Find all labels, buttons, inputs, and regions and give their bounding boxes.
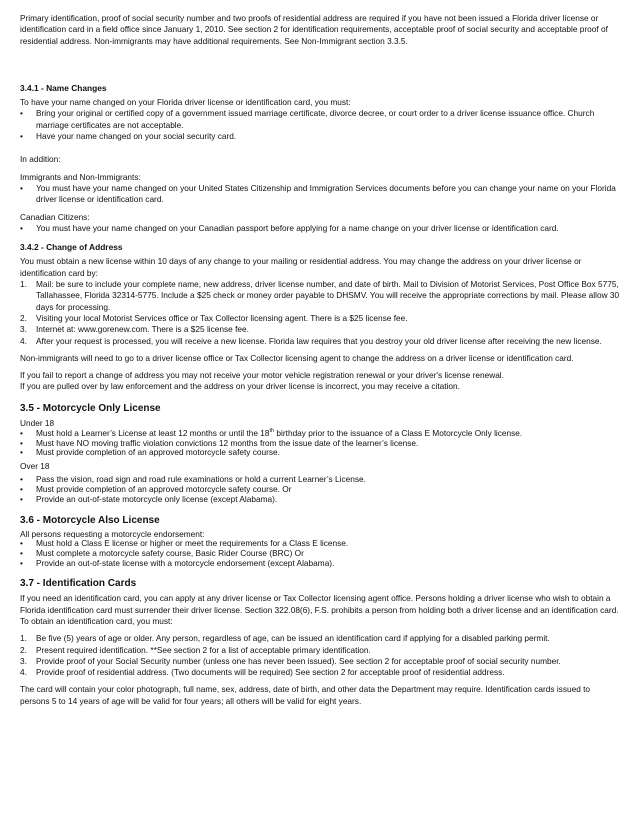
list-item: • Must have NO moving traffic violation convictions 12 months from the issue date of the learner’s license. [20,437,419,448]
list-item: • Must complete a motorcycle safety course, Basic Rider Course (BRC) Or [20,547,304,558]
list-item: • You must have your name changed on your Canadian passport before applying for a name change on your driver license or identification card. [20,222,559,233]
id-cards-closing: The card will contain your color photograph, full name, sex, address, date of birth, and other data the Department may require. Identification cards issued to persons 5 to 14 years of age will be valid for four years; all others will be valid for eight years. [20,684,591,706]
canadian-label: Canadian Citizens: [20,211,90,222]
motorcycle-only-heading: 3.5 - Motorcycle Only License [20,402,161,414]
id-cards-lead: If you need an identification card, you can apply at any driver license or Tax Collector licensing agent office. Persons holding a driver license who wish to obtain a Florida identification card must surrender their driver license. Section 322.08(6), F.S. prohibits a person from holding both a driver license and an identification card. To obtain an identification card, you must: [20,593,619,626]
fail-report-paragraph: If you fail to report a change of address you may not receive your motor vehicle registration renewal or your driver's license renewal. [20,370,504,381]
address-lead: You must obtain a new license within 10 days of any change to your mailing or residential address. You may change the address on your driver license or identification card by: [20,256,582,278]
name-changes-heading: 3.4.1 - Name Changes [20,82,107,93]
immigrants-label: Immigrants and Non-Immigrants: [20,171,141,182]
list-item: • You must have your name changed on your United States Citizenship and Immigration Services documents before you can change your name on your Florida driver license or identification card. [20,182,616,205]
list-item: 3. Provide proof of your Social Security number (unless one has never been issued). See section 2 for acceptable proof of social security number. [20,655,561,666]
list-item: 3. Internet at: www.gorenew.com. There is a $25 license fee. [20,324,249,335]
over-18-label: Over 18 [20,461,50,472]
list-item: • Have your name changed on your social security card. [20,131,237,142]
list-item: • Provide an out-of-state license with a motorcycle endorsement (except Alabama). [20,557,335,568]
pulled-over-paragraph: If you are pulled over by law enforcement and the address on your driver license is incorrect, you may receive a citation. [20,381,460,392]
list-item: 2. Present required identification. **See section 2 for a list of acceptable primary identification. [20,644,371,655]
list-item: • Must hold a Learner’s License at least 12 months or until the 18th birthday prior to the issuance of a Class E Motorcycle Only license. [20,428,523,439]
id-cards-list [20,633,620,678]
list-item: 4. After your request is processed, you will receive a new license. Florida law requires that you destroy your old driver license after receiving the new license. [20,335,602,346]
list-item: 1. Mail: be sure to include your complete name, new address, driver license number, and date of birth. Mail to Division of Motorist Services, Post Office Box 5775, Tallahassee, Florida 32314-5775. Include a $25 check or money order payable to DHSMV. You will receive the appropriate corrections by mail. Please allow 30 days for processing. [20,279,620,312]
list-item: • Pass the vision, road sign and road rule examinations or hold a current Learner’s License. [20,474,366,485]
name-changes-lead: To have your name changed on your Florida driver license or identification card, you must: [20,97,351,108]
name-changes-list [20,108,620,142]
immigrants-list [20,183,620,206]
nonimmigrants-paragraph: Non-immigrants will need to go to a driver license office or Tax Collector licensing agent to change the address on a driver license or identification card. [20,352,574,363]
document-page [20,13,620,707]
list-item: 1. Be five (5) years of age or older. Any person, regardless of age, can be issued an identification card if applying for a disabled parking permit. [20,633,550,644]
list-item: • Provide an out-of-state motorcycle only license (except Alabama). [20,493,278,504]
motorcycle-also-heading: 3.6 - Motorcycle Also License [20,514,160,526]
over-18-list [20,475,620,504]
address-list [20,279,620,347]
list-item: • Must hold a Class E license or higher or meet the requirements for a Class E license. [20,538,349,549]
id-cards-heading: 3.7 - Identification Cards [20,578,137,590]
under-18-label: Under 18 [20,417,55,428]
address-heading: 3.4.2 - Change of Address [20,242,123,253]
list-item: • Must provide completion of an approved motorcycle safety course. Or [20,484,292,495]
in-addition-label: In addition: [20,154,61,165]
list-item: 4. Provide proof of residential address. (Two documents will be required) See section 2 for acceptable proof of residential address. [20,667,505,678]
list-item: 2. Visiting your local Motorist Services office or Tax Collector licensing agent. There is a $25 license fee. [20,312,408,323]
list-item: • Bring your original or certified copy of a government issued marriage certificate, divorce decree, or court order to a driver license issuance office. Church marriage certificates are not acceptable. [20,108,595,130]
canadian-list [20,223,620,234]
motorcycle-also-list [20,539,620,568]
list-item: • Must provide completion of an approved motorcycle safety course. [20,447,280,458]
intro-paragraph: Primary identification, proof of social security number and two proofs of residential address are required if you have not been issued a Florida driver license or identification card in a field office since January 1, 2010. See section 2 for identification requirements, acceptable proof of social security and acceptable proof of residential address. Non-immigrants may have additional requirements. See Non-Immigrant section 3.3.5. [20,13,608,46]
under-18-list [20,429,620,458]
motorcycle-also-lead: All persons requesting a motorcycle endorsement: [20,528,205,539]
